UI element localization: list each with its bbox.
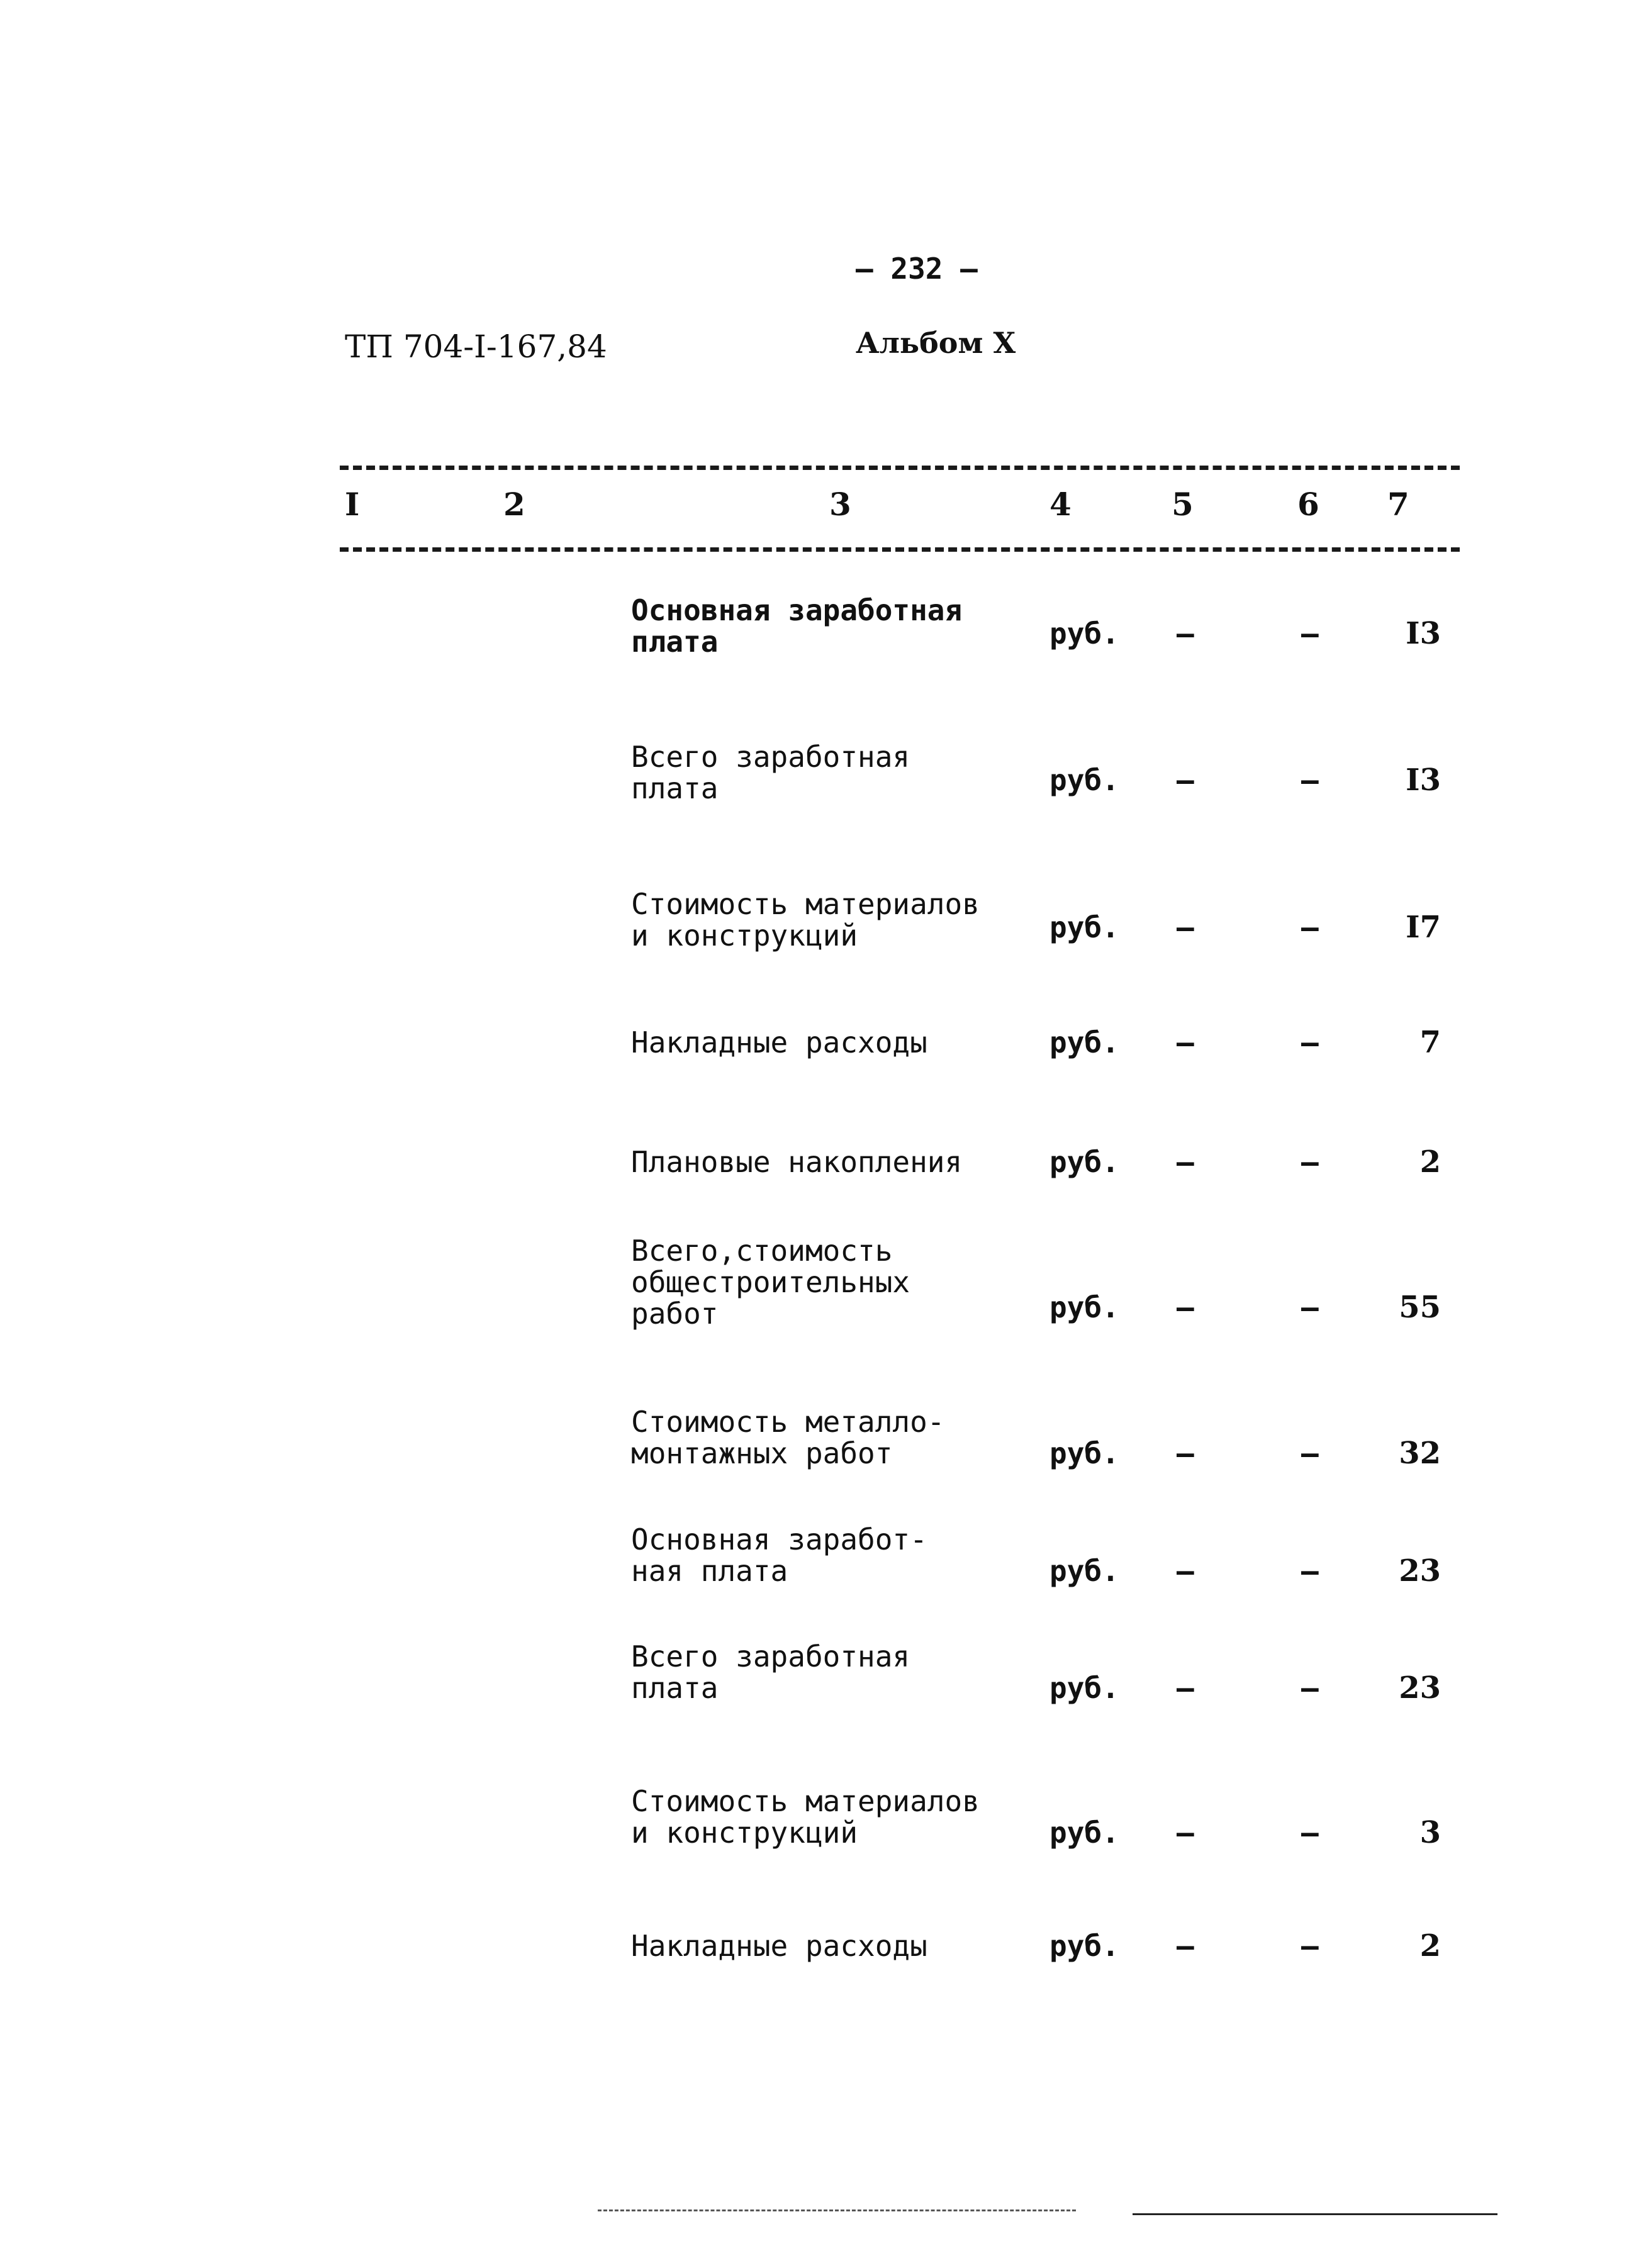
album-label: Альбом X [856,326,1016,360]
row-description: Стоимость материалов и конструкций [631,1784,980,1850]
row-description: Всего,стоимость общестроительных работ [631,1234,910,1331]
row-col7: I7 [1406,910,1441,945]
row-unit: руб. [1049,1145,1119,1179]
row-col6: – [1301,1554,1319,1588]
row-unit: руб. [1049,1025,1119,1059]
row-col6: – [1301,1816,1319,1850]
page-number: – 232 – [856,252,978,286]
row-col7: 23 [1399,1670,1441,1706]
row-col5: – [1177,1816,1194,1850]
row-description: Всего заработная плата [631,740,910,805]
row-col6: – [1301,1929,1319,1963]
row-col7: 2 [1419,1144,1441,1180]
row-unit: руб. [1049,1436,1119,1470]
row-col6: – [1301,1436,1319,1470]
row-col7: 7 [1419,1025,1441,1060]
row-col5: – [1177,763,1194,797]
row-col5: – [1177,1290,1194,1324]
row-col5: – [1177,1436,1194,1470]
row-col7: 32 [1399,1436,1441,1471]
column-header-7: 7 [1387,486,1409,523]
row-col5: – [1177,1554,1194,1588]
row-col6: – [1301,617,1319,651]
row-col6: – [1301,1025,1319,1059]
row-col6: – [1301,1671,1319,1705]
row-col7: 55 [1399,1290,1441,1325]
row-col7: I3 [1406,616,1441,651]
row-description: Всего заработная плата [631,1640,910,1705]
header-divider-bottom [340,547,1460,552]
row-col7: 2 [1419,1928,1441,1964]
row-col5: – [1177,1929,1194,1963]
row-description: Плановые накопления [631,1145,963,1179]
row-col5: – [1177,910,1194,944]
row-description: Основная заработная плата [631,593,963,659]
row-unit: руб. [1049,1816,1119,1850]
column-header-3: 3 [829,486,851,523]
row-unit: руб. [1049,763,1119,797]
row-col6: – [1301,763,1319,797]
row-description: Накладные расходы [631,1929,927,1963]
row-description: Накладные расходы [631,1025,927,1059]
row-unit: руб. [1049,1290,1119,1324]
row-description: Стоимость металло- монтажных работ [631,1405,945,1470]
row-col5: – [1177,617,1194,651]
row-description: Стоимость материалов и конструкций [631,887,980,952]
footer-dashed-line [598,2209,1076,2211]
row-col5: – [1177,1025,1194,1059]
row-unit: руб. [1049,910,1119,944]
row-col6: – [1301,910,1319,944]
row-unit: руб. [1049,1671,1119,1705]
column-header-1: I [345,486,360,523]
row-col7: I3 [1406,763,1441,798]
row-col5: – [1177,1671,1194,1705]
row-unit: руб. [1049,1554,1119,1588]
row-unit: руб. [1049,1929,1119,1963]
column-header-2: 2 [503,486,525,523]
row-description: Основная заработ- ная плата [631,1522,927,1588]
row-unit: руб. [1049,617,1119,651]
column-header-4: 4 [1049,486,1072,523]
row-col6: – [1301,1145,1319,1179]
row-col6: – [1301,1290,1319,1324]
row-col5: – [1177,1145,1194,1179]
column-header-5: 5 [1172,486,1194,523]
column-header-6: 6 [1297,486,1319,523]
header-divider-top [340,466,1460,470]
row-col7: 23 [1399,1553,1441,1589]
document-code: ТП 704-I-167,84 [345,328,607,365]
footer-rule [1133,2213,1497,2215]
row-col7: 3 [1419,1815,1441,1850]
